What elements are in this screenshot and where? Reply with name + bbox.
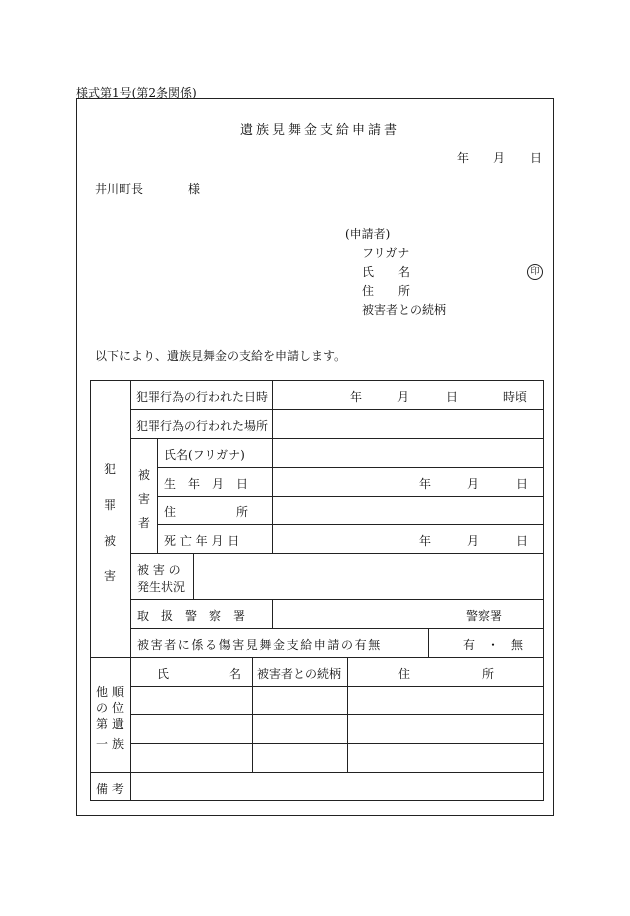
form-number: 様式第1号(第2条関係) xyxy=(76,86,197,100)
col-line xyxy=(252,657,253,772)
family-label-right-1: 順 xyxy=(112,685,125,699)
situation-label-2: 発生状況 xyxy=(137,580,186,594)
date-month: 月 xyxy=(493,151,506,165)
col-line xyxy=(428,628,429,657)
victim-char-1: 被 xyxy=(138,468,151,482)
family-label-left-1: 他 xyxy=(96,685,109,699)
col-line xyxy=(272,599,273,628)
section-column-divider xyxy=(130,380,131,801)
row-line xyxy=(130,409,544,410)
seal-mark: 印 xyxy=(527,264,543,280)
datetime-month: 月 xyxy=(397,390,410,404)
remarks-label: 備 考 xyxy=(96,782,124,796)
victim-death-label: 死 亡 年 月 日 xyxy=(164,534,240,548)
police-suffix: 警察署 xyxy=(466,609,503,623)
family-col-address: 住 所 xyxy=(398,667,495,681)
table-border-right xyxy=(543,380,544,801)
family-label-right-3: 遺 xyxy=(112,717,125,731)
family-label-right-2: 位 xyxy=(112,701,125,715)
crime-section-char-4: 害 xyxy=(104,569,117,583)
row-line xyxy=(130,743,544,744)
row-line xyxy=(130,438,544,439)
applicant-relation-label: 被害者との続柄 xyxy=(362,303,447,317)
form-title: 遺族見舞金支給申請書 xyxy=(240,123,401,138)
col-line xyxy=(272,380,273,438)
applicant-name-label: 氏 名 xyxy=(362,265,411,279)
datetime-year: 年 xyxy=(350,390,363,404)
crime-place-label: 犯罪行為の行われた場所 xyxy=(136,419,269,433)
date-day: 日 xyxy=(530,151,543,165)
col-line xyxy=(272,438,273,553)
death-month: 月 xyxy=(467,534,480,548)
birth-day: 日 xyxy=(516,477,529,491)
table-border-top xyxy=(90,380,544,381)
datetime-time: 時頃 xyxy=(503,390,528,404)
row-line xyxy=(130,599,544,600)
date-year: 年 xyxy=(457,151,470,165)
row-line xyxy=(157,496,544,497)
injury-options: 有 ・ 無 xyxy=(463,638,524,652)
row-line xyxy=(90,657,544,658)
table-border-left xyxy=(90,380,91,801)
row-line xyxy=(157,524,544,525)
col-line xyxy=(157,438,158,553)
victim-name-label: 氏名(フリガナ) xyxy=(164,448,245,462)
birth-year: 年 xyxy=(419,477,432,491)
family-label-right-4: 族 xyxy=(112,737,125,751)
family-label-left-3: 第 xyxy=(96,717,109,731)
death-day: 日 xyxy=(516,534,529,548)
victim-birth-label: 生 年 月 日 xyxy=(164,477,249,491)
family-col-relation: 被害者との続柄 xyxy=(257,667,342,681)
situation-label-1: 被 害 の xyxy=(137,563,181,577)
injury-label: 被害者に係る傷害見舞金支給申請の有無 xyxy=(137,638,382,652)
family-col-name: 氏 名 xyxy=(157,667,242,681)
crime-datetime-label: 犯罪行為の行われた日時 xyxy=(136,390,269,404)
applicant-furigana-label: フリガナ xyxy=(362,246,410,260)
family-label-left-4: 一 xyxy=(96,737,109,751)
row-line xyxy=(130,686,544,687)
birth-month: 月 xyxy=(467,477,480,491)
victim-char-2: 害 xyxy=(138,492,151,506)
family-label-left-2: の xyxy=(96,701,109,715)
col-line xyxy=(347,657,348,772)
police-label: 取 扱 警 察 署 xyxy=(137,609,246,623)
addressee-honorific: 様 xyxy=(188,182,201,196)
row-line xyxy=(130,714,544,715)
row-line xyxy=(90,772,544,773)
crime-section-char-3: 被 xyxy=(104,534,117,548)
victim-address-label: 住 所 xyxy=(164,505,249,519)
table-border-bottom xyxy=(90,800,544,801)
form-frame xyxy=(76,98,554,816)
row-line xyxy=(157,467,544,468)
applicant-header: (申請者) xyxy=(345,227,391,241)
datetime-day: 日 xyxy=(446,390,459,404)
col-line xyxy=(193,553,194,599)
row-line xyxy=(130,628,544,629)
application-statement: 以下により、遺族見舞金の支給を申請します。 xyxy=(95,349,347,363)
death-year: 年 xyxy=(419,534,432,548)
crime-section-char-1: 犯 xyxy=(104,462,117,476)
applicant-address-label: 住 所 xyxy=(362,284,411,298)
crime-section-char-2: 罪 xyxy=(104,498,117,512)
victim-char-3: 者 xyxy=(138,516,151,530)
addressee-name: 井川町長 xyxy=(95,182,144,196)
